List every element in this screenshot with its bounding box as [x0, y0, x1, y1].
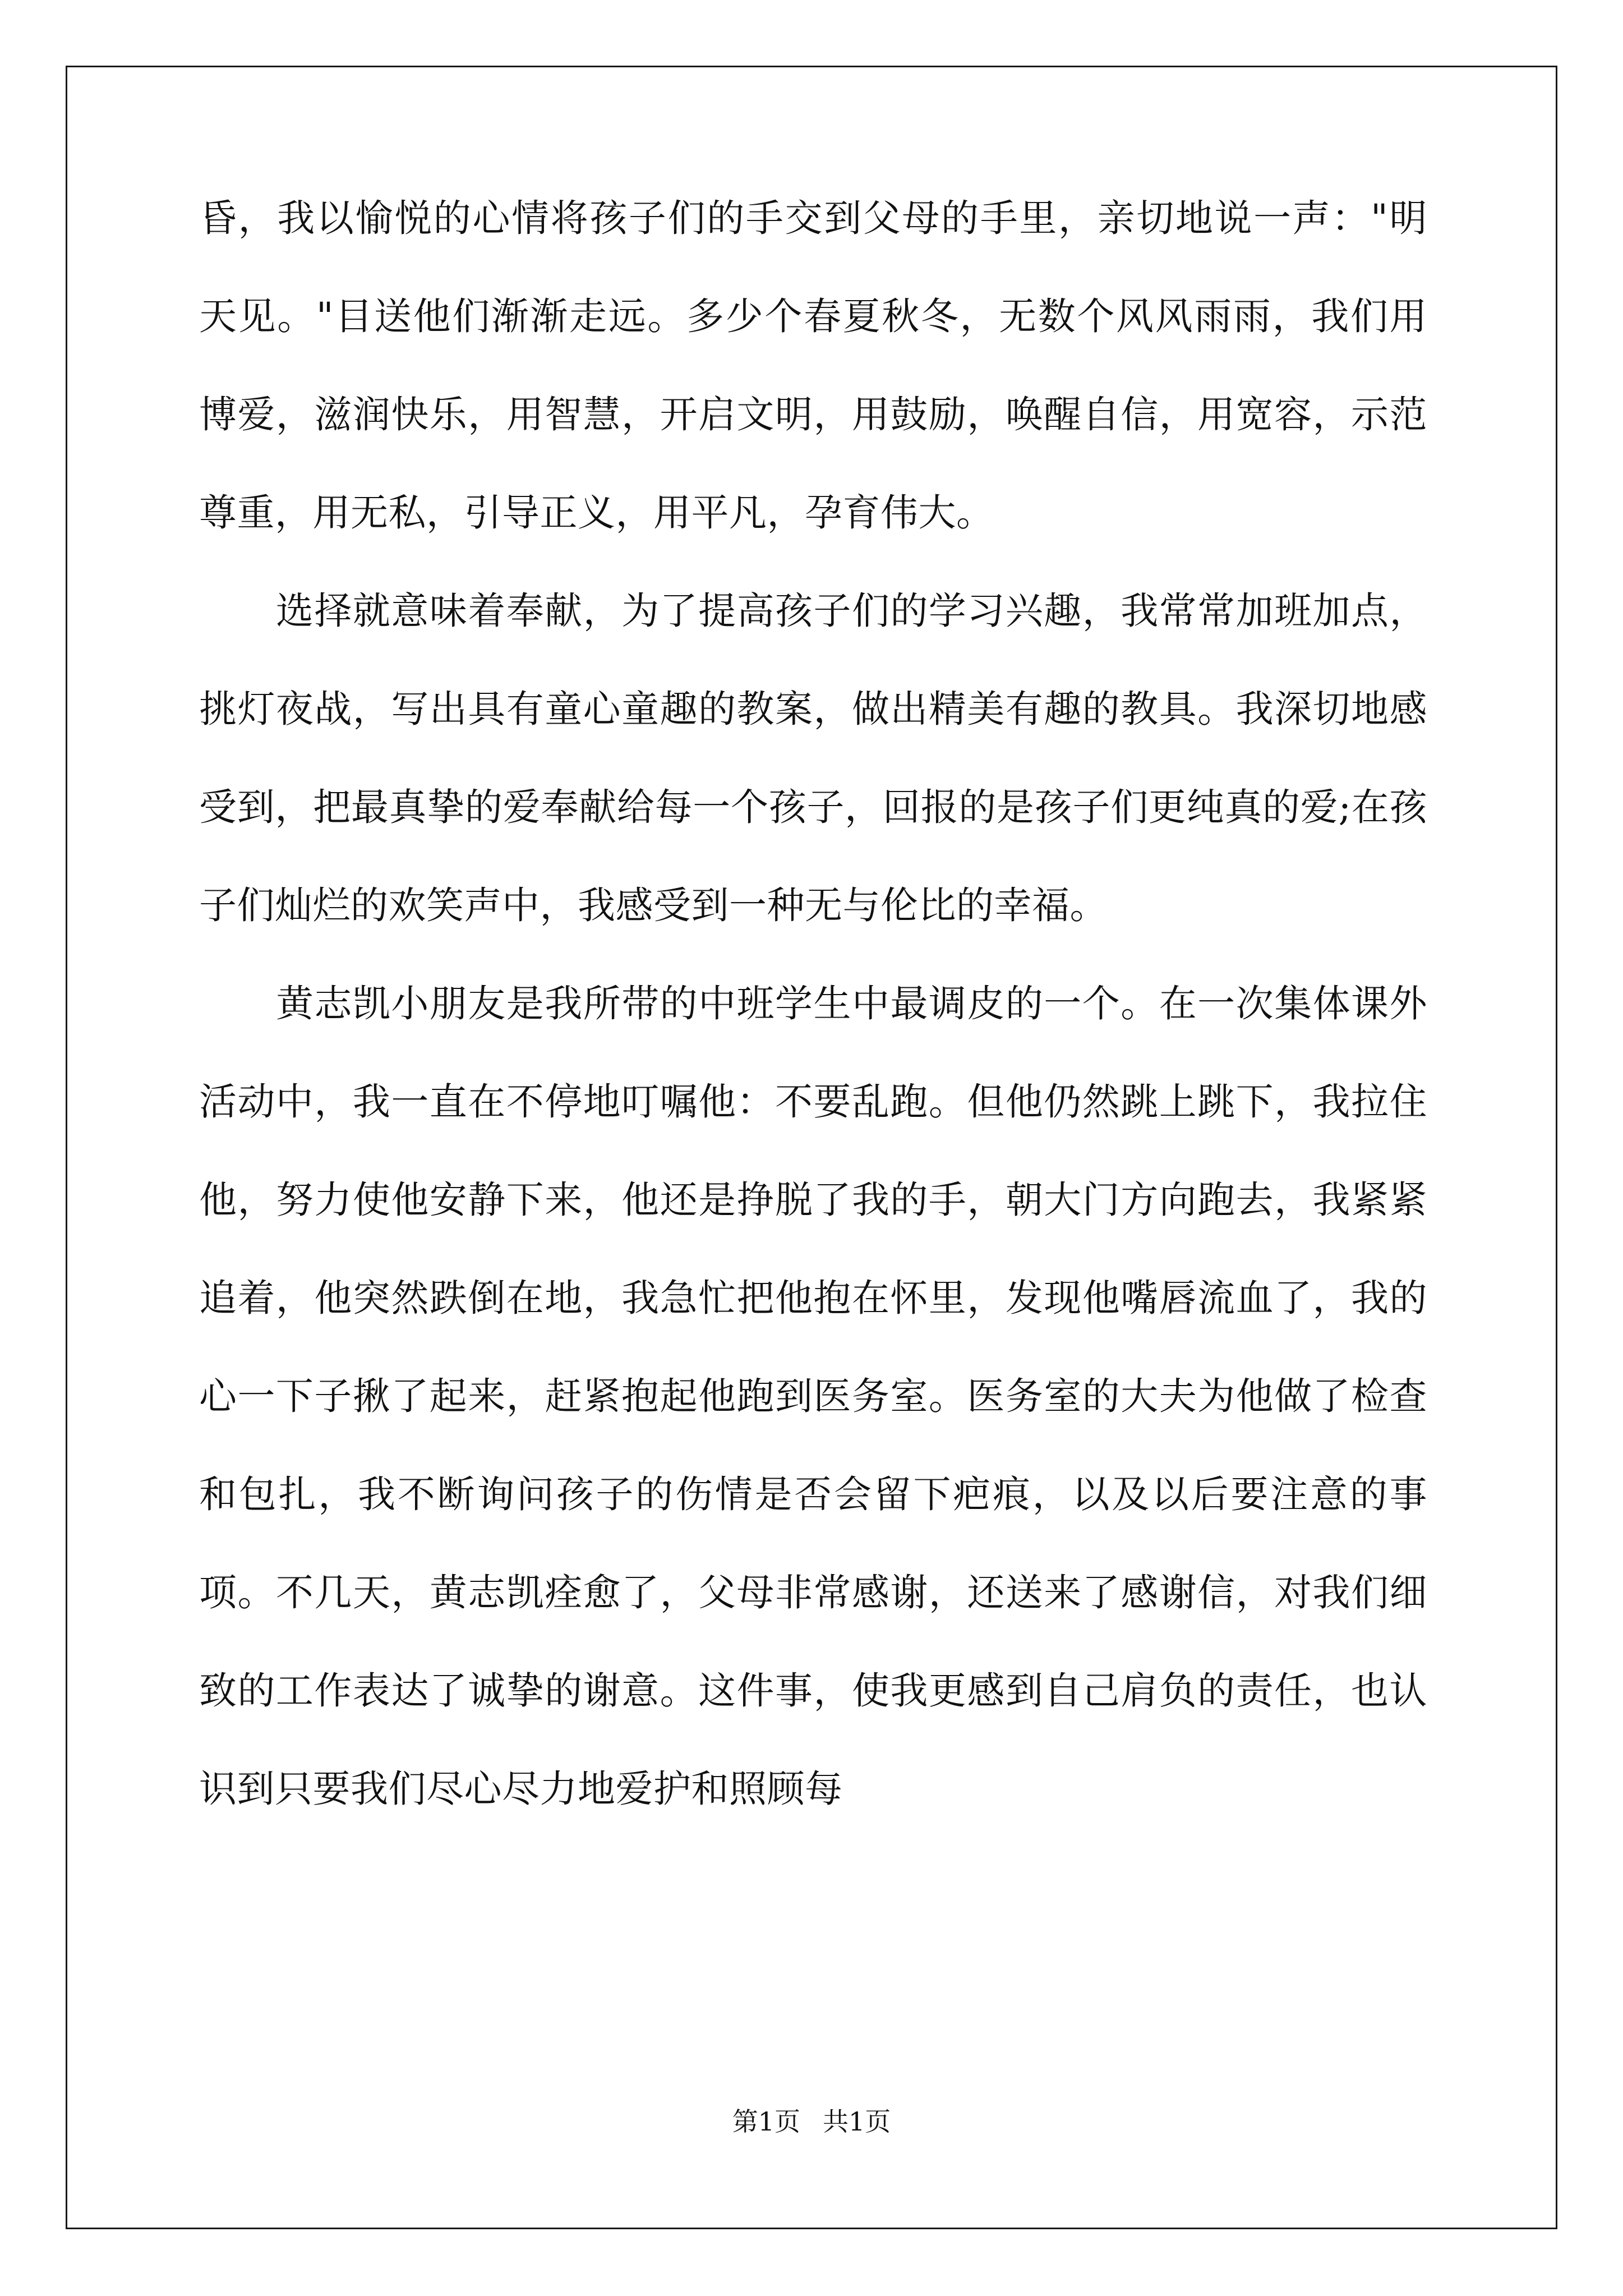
- page-footer: [0, 2105, 1623, 2138]
- page-number: 第1页: [732, 2106, 800, 2137]
- document-body: [199, 169, 1427, 1838]
- paragraph-2: 选择就意味着奉献，为了提高孩子们的学习兴趣，我常常加班加点，挑灯夜战，写出具有童心童趣的教案，做出精美有趣的教具。我深切地感受到，把最真挚的爱奉献给每一个孩子，回报的是孩子们更纯真的爱;在孩子们灿烂的欢笑声中，我感受到一种无与伦比的幸福。: [199, 589, 1427, 927]
- paragraph-3: 黄志凯小朋友是我所带的中班学生中最调皮的一个。在一次集体课外活动中，我一直在不停地叮嘱他：不要乱跑。但他仍然跳上跳下，我拉住他，努力使他安静下来，他还是挣脱了我的手，朝大门方向跑去，我紧紧追着，他突然跌倒在地，我急忙把他抱在怀里，发现他嘴唇流血了，我的心一下子揪了起来，赶紧抱起他跑到医务室。医务室的大夫为他做了检查和包扎，我不断询问孩子的伤情是否会留下疤痕，以及以后要注意的事项。不几天，黄志凯痊愈了，父母非常感谢，还送来了感谢信，对我们细致的工作表达了诚挚的谢意。这件事，使我更感到自己肩负的责任，也认识到只要我们尽心尽力地爱护和照顾每: [199, 982, 1427, 1811]
- page-total: 共1页: [823, 2106, 891, 2137]
- paragraph-1: 昏，我以愉悦的心情将孩子们的手交到父母的手里，亲切地说一声："明天见。"目送他们渐渐走远。多少个春夏秋冬，无数个风风雨雨，我们用博爱，滋润快乐，用智慧，开启文明，用鼓励，唤醒自信，用宽容，示范尊重，用无私，引导正义，用平凡，孕育伟大。: [199, 196, 1427, 535]
